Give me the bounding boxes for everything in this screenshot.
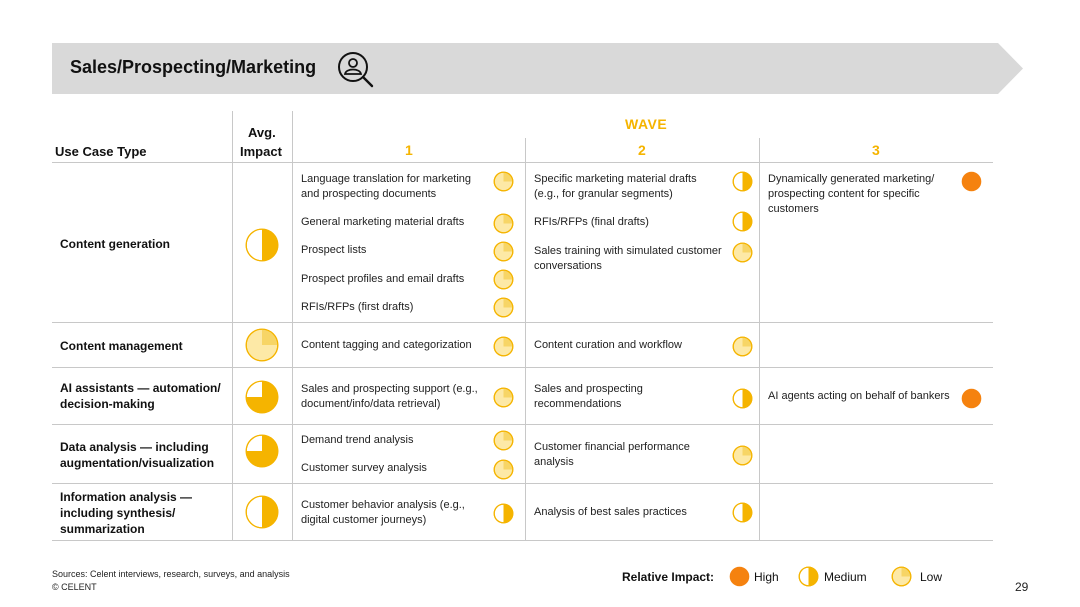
- use-case-item: RFIs/RFPs (final drafts): [534, 216, 649, 228]
- impact-icon: [493, 269, 514, 290]
- grid-line: [52, 367, 993, 368]
- legend-low-icon: [891, 566, 912, 587]
- impact-icon: [493, 297, 514, 318]
- impact-icon: [732, 211, 753, 232]
- grid-line: [52, 162, 993, 163]
- row-label-information-analysis: Information analysis — including synthesis/ summarization: [60, 490, 193, 536]
- use-case-item: Customer financial performance analysis: [534, 441, 690, 468]
- grid-line: [52, 322, 993, 323]
- use-case-item: Prospect lists: [301, 244, 367, 256]
- use-case-item: Demand trend analysis: [301, 434, 414, 446]
- row-label-ai-assistants: AI assistants — automation/ decision-making: [60, 381, 221, 411]
- impact-icon: [493, 171, 514, 192]
- grid-line: [52, 483, 993, 484]
- impact-icon: [732, 445, 753, 466]
- use-case-item: Customer survey analysis: [301, 462, 427, 474]
- legend-title: Relative Impact:: [622, 570, 715, 584]
- avg-impact-icon: [245, 495, 279, 529]
- legend-high-label: High: [754, 570, 779, 584]
- impact-icon: [493, 387, 514, 408]
- avg-impact-header-line2: Impact: [240, 144, 282, 159]
- grid-line: [759, 138, 760, 541]
- grid-line: [52, 540, 993, 541]
- copyright: © CELENT: [52, 582, 97, 592]
- wave-header: WAVE: [625, 116, 668, 132]
- wave-2-header: 2: [638, 142, 646, 158]
- grid-line: [52, 424, 993, 425]
- use-case-item: Sales training with simulated customer conversations: [534, 245, 722, 272]
- row-label-content-management: Content management: [60, 339, 183, 353]
- legend-low-label: Low: [920, 570, 943, 584]
- avg-impact-header-line1: Avg.: [248, 125, 276, 140]
- grid-line: [525, 138, 526, 541]
- use-case-item: Prospect profiles and email drafts: [301, 273, 465, 285]
- use-case-item: Specific marketing material drafts (e.g., for granular segments): [534, 173, 697, 200]
- use-case-item: General marketing material drafts: [301, 216, 465, 228]
- use-case-item: RFIs/RFPs (first drafts): [301, 301, 414, 313]
- use-case-item: Language translation for marketing and prospecting documents: [301, 173, 471, 200]
- impact-icon: [493, 336, 514, 357]
- impact-icon: [493, 430, 514, 451]
- sources-note: Sources: Celent interviews, research, surveys, and analysis: [52, 569, 290, 579]
- use-case-item: Content curation and workflow: [534, 339, 682, 351]
- legend-high-icon: [729, 566, 750, 587]
- use-case-item: AI agents acting on behalf of bankers: [768, 390, 950, 402]
- impact-icon: [493, 503, 514, 524]
- use-case-type-header: Use Case Type: [55, 144, 147, 159]
- impact-icon: [732, 171, 753, 192]
- search-person-icon: [335, 50, 375, 88]
- use-case-item: Content tagging and categorization: [301, 339, 472, 351]
- grid-line: [232, 111, 233, 541]
- avg-impact-icon: [245, 434, 279, 468]
- use-case-item: Sales and prospecting support (e.g., document/info/data retrieval): [301, 383, 478, 410]
- use-case-item: Customer behavior analysis (e.g., digital customer journeys): [301, 499, 465, 526]
- avg-impact-icon: [245, 228, 279, 262]
- use-case-item: Dynamically generated marketing/ prospecting content for specific customers: [768, 173, 935, 215]
- impact-icon: [732, 502, 753, 523]
- impact-icon: [961, 388, 982, 409]
- use-case-item: Sales and prospecting recommendations: [534, 383, 643, 410]
- page-number: 29: [1015, 580, 1029, 594]
- impact-icon: [961, 171, 982, 192]
- grid-line: [292, 111, 293, 541]
- wave-1-header: 1: [405, 142, 413, 158]
- row-label-data-analysis: Data analysis — including augmentation/visualization: [60, 440, 215, 470]
- legend-medium-label: Medium: [824, 570, 867, 584]
- impact-icon: [493, 459, 514, 480]
- avg-impact-icon: [245, 328, 279, 362]
- impact-icon: [493, 213, 514, 234]
- wave-3-header: 3: [872, 142, 880, 158]
- impact-icon: [493, 241, 514, 262]
- use-case-item: Analysis of best sales practices: [534, 506, 687, 518]
- avg-impact-icon: [245, 380, 279, 414]
- impact-icon: [732, 242, 753, 263]
- legend-medium-icon: [798, 566, 819, 587]
- impact-icon: [732, 336, 753, 357]
- impact-icon: [732, 388, 753, 409]
- section-title: Sales/Prospecting/Marketing: [70, 57, 317, 77]
- row-label-content-generation: Content generation: [60, 237, 170, 251]
